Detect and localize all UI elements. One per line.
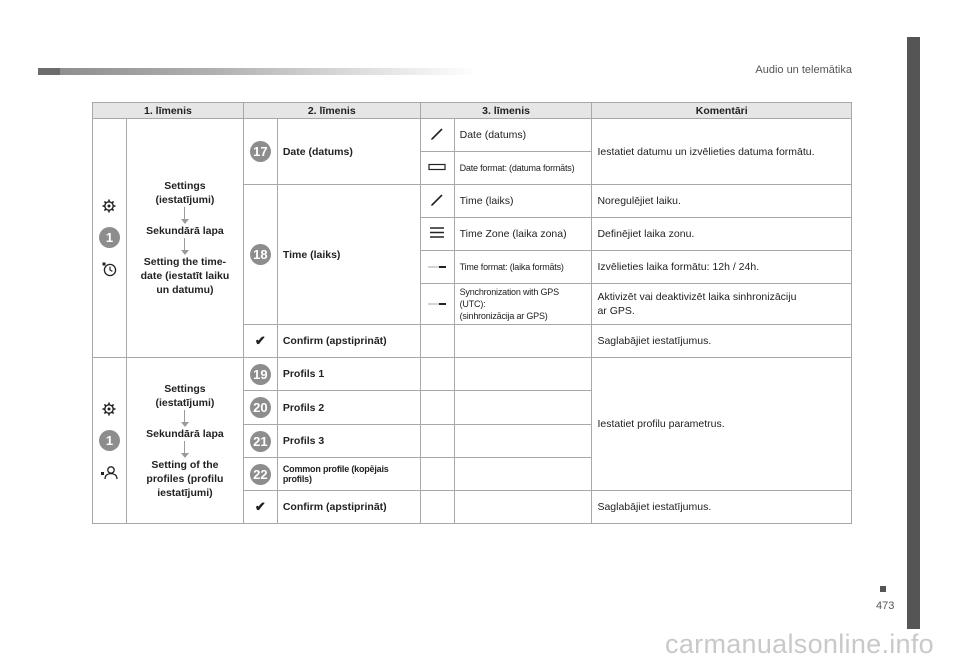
empty-cell [454,325,592,358]
level2-date: Date (datums) [277,119,420,185]
icon-cell [243,491,277,524]
level2-profile-2: Profils 2 [277,391,420,425]
pencil-icon [430,193,444,207]
comment-time: Noregulējiet laiku. [592,185,852,218]
clock-icon [102,262,117,277]
pencil-icon [430,127,444,141]
menu-settings-translation: (iestatījumi) [155,396,215,409]
step-badge: 20 [250,397,271,418]
group2-menu-path [126,358,243,524]
toggle-line-icon [427,264,447,270]
empty-cell [454,391,592,425]
comment-time-zone: Definējiet laika zonu. [592,218,852,251]
icon-cell [243,325,277,358]
menu-secondary-page: Sekundārā lapa [146,225,224,237]
comment-gps-sync [592,284,852,325]
icon-cell [420,185,454,218]
comment-date: Iestatiet datumu un izvēlieties datuma formātu. [592,119,852,185]
icon-cell [420,284,454,325]
menu-settings: Settings [164,180,206,192]
comment-confirm: Saglabājiet iestatījumus. [592,325,852,358]
level3-date: Date (datums) [454,119,592,152]
level3-time: Time (laiks) [454,185,592,218]
section-title: Audio un telemātika [755,64,852,76]
toggle-line-icon [427,301,447,307]
arrow-down-icon [132,238,238,255]
badge-cell [243,185,277,325]
settings-table [92,102,852,524]
menu-profiles: Setting of the [151,458,219,471]
level3-date-format: Date format: (datuma formāts) [454,152,592,185]
checkmark-icon: ✔ [254,499,266,514]
level3-time-format: Time format: (laika formāts) [454,251,592,284]
level2-profile-3: Profils 3 [277,425,420,458]
empty-cell [454,425,592,458]
step-badge: 22 [250,464,271,485]
menu-secondary-page: Sekundārā lapa [146,427,224,440]
level2-confirm: Confirm (apstiprināt) [277,325,420,358]
empty-cell [420,325,454,358]
format-bar-icon [428,163,446,171]
menu-time-date-line2: date (iestatīt laiku [140,270,230,282]
level-badge: 1 [99,430,120,451]
badge-cell [243,391,277,425]
level2-confirm: Confirm (apstiprināt) [277,491,420,524]
icon-cell [420,119,454,152]
header-bar-accent [38,68,60,75]
step-badge: 18 [250,244,271,265]
list-icon [429,226,445,239]
icon-cell [420,152,454,185]
table-header-row [93,103,852,119]
empty-cell [454,358,592,391]
checkmark-icon: ✔ [254,333,266,348]
comment-gps-line1: Aktivizēt vai deaktivizēt laika sinhronizāciju [597,291,797,303]
comment-profiles: Iestatiet profilu parametrus. [592,358,852,491]
menu-settings-translation: (iestatījumi) [155,194,215,206]
table-row [93,119,852,152]
column-header: 3. līmenis [420,103,592,119]
gps-sync-line1: Synchronization with GPS (UTC): [459,287,559,309]
empty-cell [420,491,454,524]
empty-cell [454,491,592,524]
gps-sync-line2: (sinhronizācija ar GPS) [459,311,548,321]
level-badge: 1 [99,227,120,248]
menu-settings: Settings [164,382,206,395]
level3-time-zone: Time Zone (laika zona) [454,218,592,251]
menu-profiles-line2: profiles (profilu [146,472,224,485]
group1-menu-path [126,119,243,358]
level2-profile-1: Profils 1 [277,358,420,391]
group1-icons [93,119,127,358]
arrow-down-icon [132,441,238,458]
step-badge: 21 [250,431,271,452]
empty-cell [454,458,592,491]
page-number: 473 [876,600,895,612]
watermark: carmanualsonline.info [665,629,934,659]
step-badge: 17 [250,141,271,162]
empty-cell [420,391,454,425]
gear-icon [102,402,116,416]
level2-time: Time (laiks) [277,185,420,325]
badge-cell [243,425,277,458]
empty-cell [420,358,454,391]
page-marker [880,586,886,592]
column-header: 2. līmenis [243,103,420,119]
gear-icon [102,199,116,213]
arrow-down-icon [132,207,238,224]
arrow-down-icon [132,410,238,427]
side-strip [907,37,920,629]
menu-time-date-line3: un datumu) [156,284,214,296]
table-row [93,358,852,391]
step-badge: 19 [250,364,271,385]
group2-icons [93,358,127,524]
badge-cell [243,458,277,491]
menu-time-date: Setting the time- [143,256,227,268]
badge-cell [243,358,277,391]
column-header: Komentāri [592,103,852,119]
badge-cell [243,119,277,185]
profile-icon [100,465,118,480]
comment-confirm: Saglabājiet iestatījumus. [592,491,852,524]
level2-common-profile: Common profile (kopējais profils) [277,458,420,491]
column-header: 1. līmenis [93,103,244,119]
comment-gps-line2: ar GPS. [597,305,635,317]
comment-time-format: Izvēlieties laika formātu: 12h / 24h. [592,251,852,284]
menu-profiles-line3: iestatījumi) [157,486,213,499]
header-gradient-bar [38,68,478,75]
icon-cell [420,251,454,284]
icon-cell [420,218,454,251]
empty-cell [420,458,454,491]
empty-cell [420,425,454,458]
level3-gps-sync [454,284,592,325]
